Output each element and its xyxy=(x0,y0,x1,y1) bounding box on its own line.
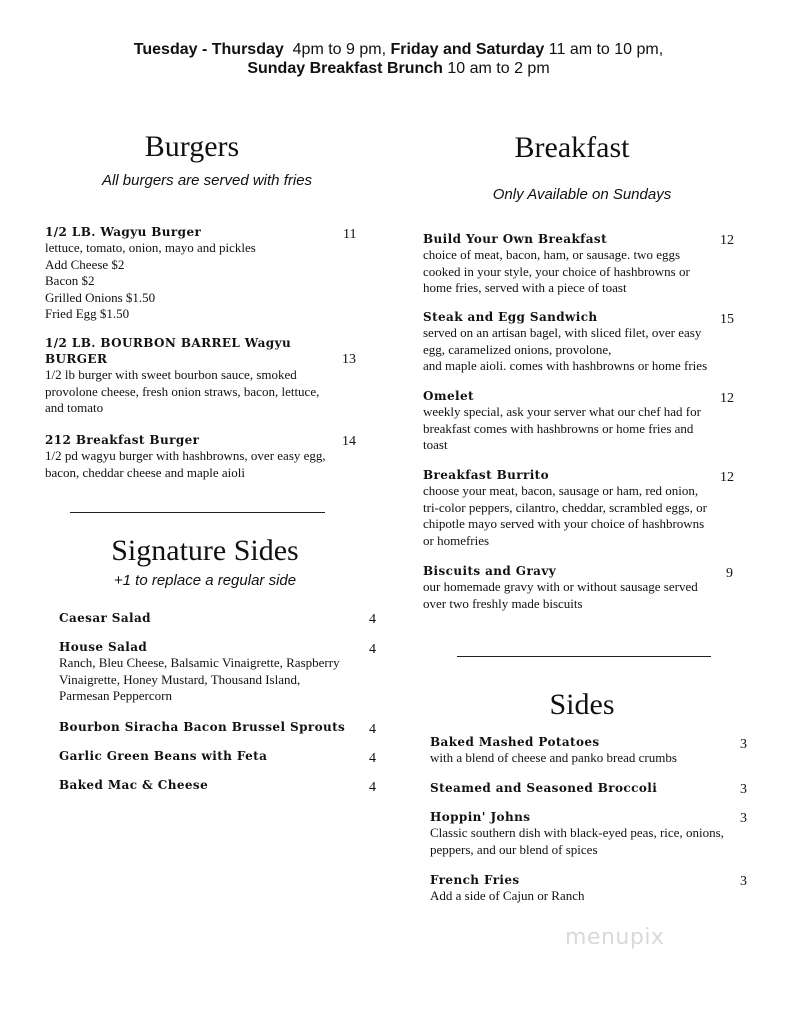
item-price: 11 xyxy=(343,227,357,242)
item-desc: served on an artisan bagel, with sliced filet, over easy xyxy=(423,325,702,340)
item-price: 3 xyxy=(740,811,747,826)
item-name: French Fries xyxy=(430,873,520,887)
item-name: Steak and Egg Sandwich xyxy=(423,310,598,324)
item-desc: weekly special, ask your server what our chef had for xyxy=(423,404,701,419)
item-desc: Ranch, Bleu Cheese, Balsamic Vinaigrette, Raspberry xyxy=(59,655,340,670)
item-desc: 1/2 lb burger with sweet bourbon sauce, smoked xyxy=(45,367,297,382)
item-desc: tri-color peppers, cilantro, cheddar, scrambled eggs, or xyxy=(423,499,707,515)
menu-item-caesar-salad xyxy=(59,610,359,626)
item-desc: Add a side of Cajun or Ranch xyxy=(430,888,585,903)
menu-item-wagyu-burger xyxy=(45,224,345,323)
breakfast-subtitle: Only Available on Sundays xyxy=(492,186,672,203)
item-name: 1/2 LB. BOURBON BARREL Wagyu xyxy=(45,336,292,350)
breakfast-title: Breakfast xyxy=(514,131,630,164)
menupix-watermark: menupix xyxy=(565,925,665,950)
item-desc: egg, caramelized onions, provolone, xyxy=(423,341,612,357)
menu-item-garlic-green-beans xyxy=(59,748,359,764)
burgers-title: Burgers xyxy=(144,130,240,163)
menu-item-house-salad xyxy=(59,639,369,705)
item-name: Bourbon Siracha Bacon Brussel Sprouts xyxy=(59,720,346,734)
item-price: 4 xyxy=(369,642,376,657)
item-desc: Vinaigrette, Honey Mustard, Thousand Island, xyxy=(59,671,301,687)
menu-item-bourbon-barrel-burger xyxy=(45,335,350,417)
menu-item-mac-cheese xyxy=(59,777,359,793)
item-addon: Fried Egg $1.50 xyxy=(45,306,130,321)
item-desc: peppers, and our blend of spices xyxy=(430,841,598,857)
item-name: Hoppin' Johns xyxy=(430,810,531,824)
item-desc: lettuce, tomato, onion, mayo and pickles xyxy=(45,240,256,255)
item-price: 12 xyxy=(720,470,734,485)
item-price: 12 xyxy=(720,391,734,406)
item-name: Caesar Salad xyxy=(59,611,151,625)
item-name: Build Your Own Breakfast xyxy=(423,232,608,246)
item-name: Omelet xyxy=(423,389,474,403)
menu-item-broccoli xyxy=(430,780,730,796)
item-desc: chipotle mayo served with your choice of hashbrowns xyxy=(423,516,705,531)
item-price: 4 xyxy=(369,780,376,795)
item-price: 14 xyxy=(342,434,356,449)
menu-item-french-fries xyxy=(430,872,730,905)
item-price: 3 xyxy=(740,737,747,752)
item-addon: Add Cheese $2 xyxy=(45,256,125,272)
item-price: 3 xyxy=(740,874,747,889)
item-price: 3 xyxy=(740,782,747,797)
hours-line-2 xyxy=(0,59,797,78)
item-name: House Salad xyxy=(59,640,148,654)
sides-title: Sides xyxy=(549,688,615,721)
menu-item-build-your-own-breakfast xyxy=(423,231,743,297)
menu-item-breakfast-burrito xyxy=(423,467,743,549)
menu-item-212-breakfast-burger xyxy=(45,432,350,481)
item-name: Baked Mashed Potatoes xyxy=(430,735,600,749)
opening-hours xyxy=(0,40,797,78)
item-price: 4 xyxy=(369,751,376,766)
item-desc: our homemade gravy with or without sausage served xyxy=(423,579,698,594)
item-desc: home fries, served with a piece of toast xyxy=(423,280,627,295)
item-name: Breakfast Burrito xyxy=(423,468,550,482)
hours-days-1: Tuesday - Thursday xyxy=(133,41,284,58)
item-price: 13 xyxy=(342,352,356,367)
item-desc: 1/2 pd wagyu burger with hashbrowns, over easy egg, xyxy=(45,448,326,463)
menu-item-omelet xyxy=(423,388,743,454)
item-desc: Classic southern dish with black-eyed peas, rice, onions, xyxy=(430,825,724,840)
menu-item-mashed-potatoes xyxy=(430,734,750,767)
section-divider xyxy=(457,656,711,657)
item-name: Steamed and Seasoned Broccoli xyxy=(430,781,658,795)
signature-sides-title: Signature Sides xyxy=(111,534,299,567)
item-desc: bacon, cheddar cheese and maple aioli xyxy=(45,464,245,480)
item-desc: choice of meat, bacon, ham, or sausage. two eggs xyxy=(423,247,681,262)
item-desc: cooked in your style, your choice of hashbrowns or xyxy=(423,263,690,279)
item-desc: or homefries xyxy=(423,532,490,548)
item-name: Garlic Green Beans with Feta xyxy=(59,749,268,763)
menu-item-hoppin-johns xyxy=(430,809,755,858)
hours-time-3: 10 am to 2 pm xyxy=(442,60,550,77)
item-name: 212 Breakfast Burger xyxy=(45,433,200,447)
item-price: 12 xyxy=(720,233,734,248)
menu-item-brussel-sprouts xyxy=(59,719,364,735)
item-desc: and tomato xyxy=(45,400,104,415)
burgers-subtitle: All burgers are served with fries xyxy=(101,172,313,189)
item-desc: breakfast comes with hashbrowns or home fries and xyxy=(423,420,694,436)
section-divider xyxy=(70,512,325,513)
item-price: 15 xyxy=(720,312,734,327)
hours-time-1: 4pm to 9 pm, xyxy=(283,41,391,58)
item-name: BURGER xyxy=(45,352,108,366)
menu-item-steak-egg-sandwich xyxy=(423,309,743,375)
item-desc: choose your meat, bacon, sausage or ham, red onion, xyxy=(423,483,699,498)
item-name: Biscuits and Gravy xyxy=(423,564,557,578)
menu-item-biscuits-gravy xyxy=(423,563,743,612)
hours-days-3: Sunday Breakfast Brunch xyxy=(247,60,443,77)
hours-time-2: 11 am to 10 pm, xyxy=(544,41,664,58)
item-price: 4 xyxy=(369,722,376,737)
item-price: 9 xyxy=(726,566,733,581)
item-addon: Grilled Onions $1.50 xyxy=(45,289,156,305)
item-desc: over two freshly made biscuits xyxy=(423,595,583,611)
item-desc: toast xyxy=(423,437,448,452)
item-desc: and maple aioli. comes with hashbrowns or home fries xyxy=(423,358,708,373)
item-desc: with a blend of cheese and panko bread crumbs xyxy=(430,750,677,765)
hours-line-1 xyxy=(0,40,797,59)
signature-sides-subtitle: +1 to replace a regular side xyxy=(113,572,297,589)
item-name: Baked Mac & Cheese xyxy=(59,778,209,792)
item-desc: provolone cheese, fresh onion straws, bacon, lettuce, xyxy=(45,383,320,399)
item-desc: Parmesan Peppercorn xyxy=(59,688,172,703)
item-name: 1/2 LB. Wagyu Burger xyxy=(45,225,202,239)
item-addon: Bacon $2 xyxy=(45,273,95,288)
hours-days-2: Friday and Saturday xyxy=(390,41,545,58)
item-price: 4 xyxy=(369,612,376,627)
